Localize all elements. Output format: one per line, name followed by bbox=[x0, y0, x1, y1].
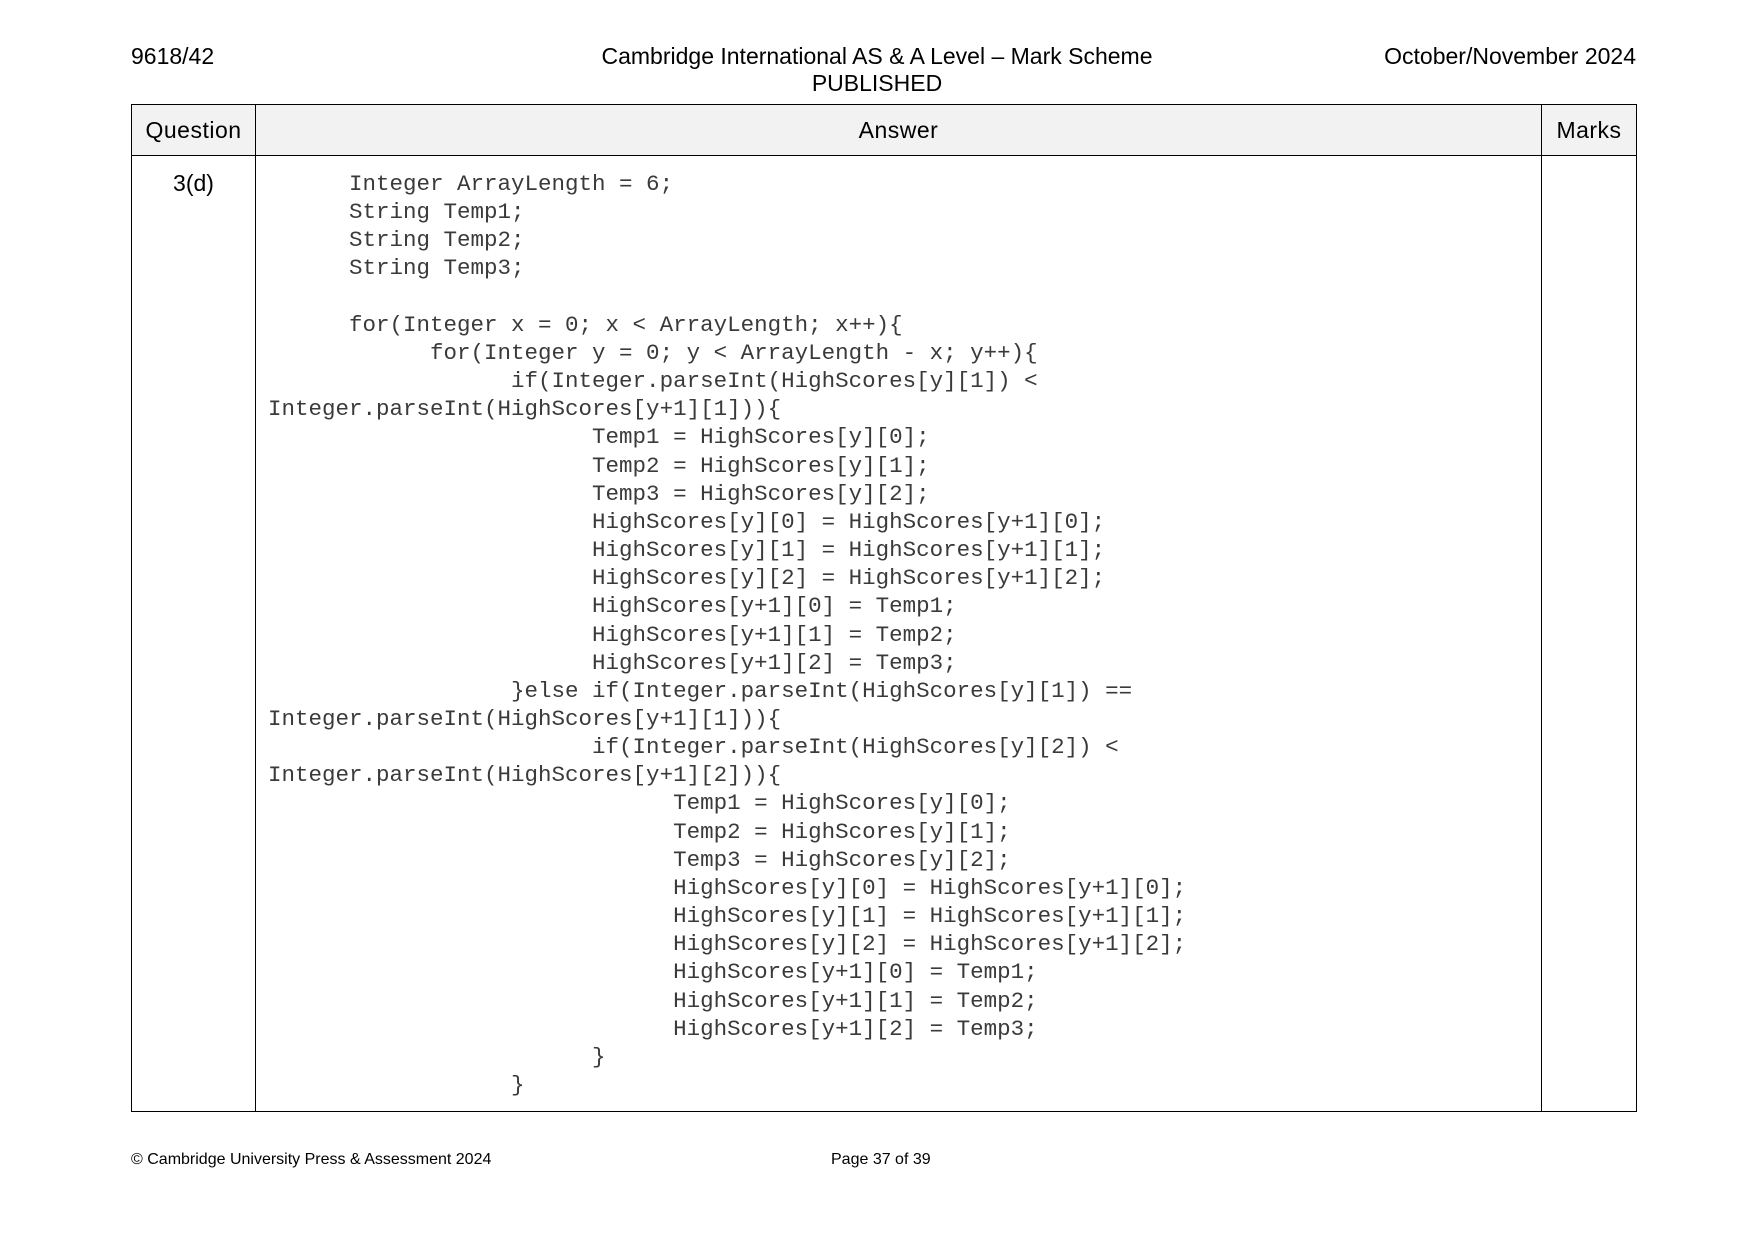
table-row bbox=[132, 156, 1637, 1112]
document-subtitle: PUBLISHED bbox=[811, 70, 943, 96]
mark-scheme-table bbox=[131, 104, 1637, 1112]
table-header-row bbox=[132, 105, 1637, 156]
answer-cell bbox=[256, 156, 1542, 1112]
exam-session: October/November 2024 bbox=[1384, 43, 1636, 69]
paper-code: 9618/42 bbox=[131, 43, 215, 69]
question-number: 3(d) bbox=[173, 170, 214, 196]
question-column-header: Question bbox=[132, 105, 256, 156]
page-number: Page 37 of 39 bbox=[831, 1151, 931, 1168]
document-title-main: Cambridge International AS & A Level – Mark Scheme bbox=[601, 43, 1153, 69]
marks-column-header: Marks bbox=[1542, 105, 1637, 156]
marks-cell bbox=[1542, 156, 1637, 1112]
copyright-notice: © Cambridge University Press & Assessment 2024 bbox=[131, 1151, 492, 1168]
answer-code: Integer ArrayLength = 6; String Temp1; String Temp2; String Temp3; for(Integer x = 0; x < ArrayLength; x++){ for(Integer y = 0; y < ArrayLength - x; y++){ if(Integer.parseInt(HighScores[y][1]) < Integer.parseInt(HighScores[y+1][1])){ Temp1 = HighScores[y][0]; Temp2 = HighScores[y][1]; Temp3 = HighScores[y][2]; HighScores[y][0] = HighScores[y+1][0]; HighScores[y][1] = HighScores[y+1][1]; HighScores[y][2] = HighScores[y+1][2]; HighScores[y+1][0] = Temp1; HighScores[y+1][1] = Temp2; HighScores[y+1][2] = Temp3; }else if(Integer.parseInt(HighScores[y][1]) == Integer.parseInt(HighScores[y+1][1])){ if(Integer.parseInt(HighScores[y][2]) < Integer.parseInt(HighScores[y+1][2])){ Temp1 = HighScores[y][0]; Temp2 = HighScores[y][1]; Temp3 = HighScores[y][2]; HighScores[y][0] = HighScores[y+1][0]; HighScores[y][1] = HighScores[y+1][1]; HighScores[y][2] = HighScores[y+1][2]; HighScores[y+1][0] = Temp1; HighScores[y+1][1] = Temp2; HighScores[y+1][2] = Temp3; } } bbox=[268, 171, 1187, 1098]
question-cell bbox=[132, 156, 256, 1112]
answer-column-header: Answer bbox=[256, 105, 1542, 156]
